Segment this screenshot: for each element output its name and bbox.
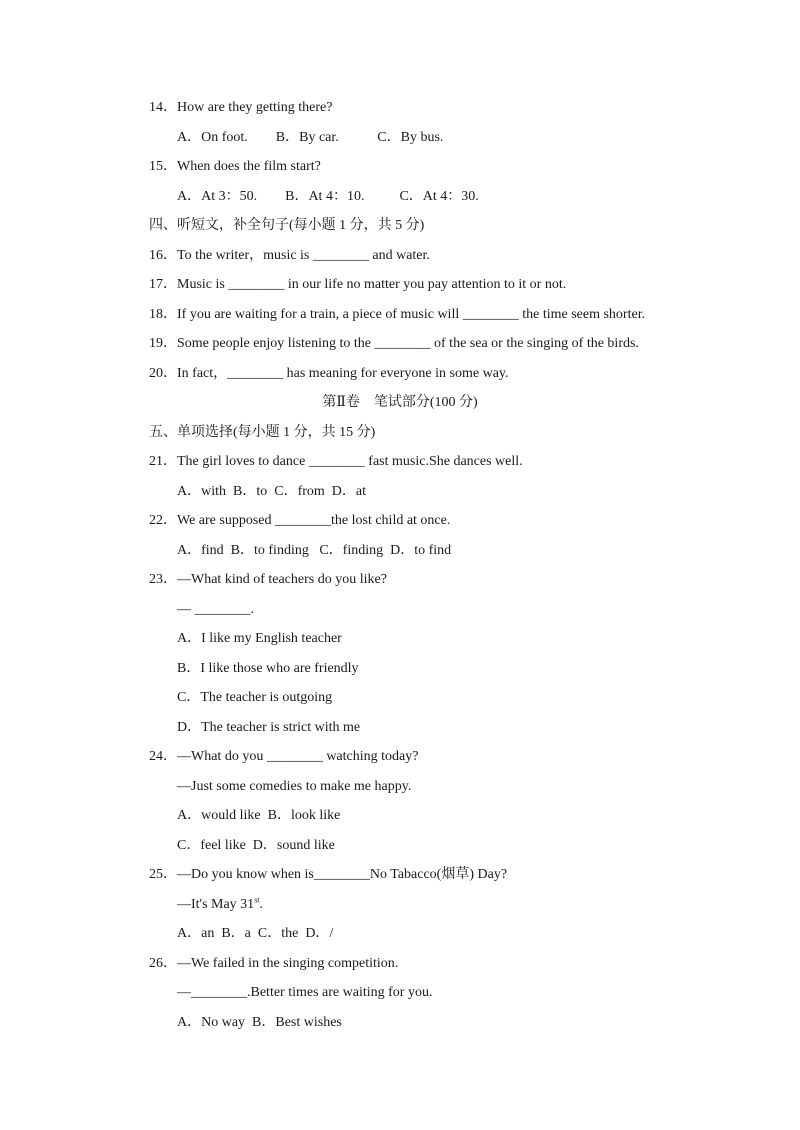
question-17: 17．Music is ________ in our life no matter you pay attention to it or not.: [149, 277, 567, 292]
question-23: 23．—What kind of teachers do you like?: [149, 572, 387, 587]
question-25-reply: [177, 896, 263, 914]
question-24-options-cd: C．feel like D．sound like: [177, 838, 335, 853]
question-14-options: A．On foot. B．By car. C．By bus.: [177, 130, 444, 145]
section-4-heading: 四、听短文，补全句子(每小题 1 分，共 5 分): [149, 218, 425, 233]
question-25-reply-text: —It's May 31: [177, 897, 255, 912]
question-24-reply: —Just some comedies to make me happy.: [177, 779, 412, 794]
question-22-options: A．find B．to finding C．finding D．to find: [177, 543, 452, 558]
question-23-answer-blank: — ________.: [177, 602, 254, 617]
question-16: 16．To the writer，music is ________ and water.: [149, 248, 430, 263]
question-26-options: A．No way B．Best wishes: [177, 1015, 342, 1030]
question-23-option-d: D．The teacher is strict with me: [177, 720, 361, 735]
question-23-option-a: A．I like my English teacher: [177, 631, 342, 646]
question-23-option-b: B．I like those who are friendly: [177, 661, 359, 676]
question-24-options-ab: A．would like B．look like: [177, 808, 341, 823]
section-5-heading: 五、单项选择(每小题 1 分，共 15 分): [149, 425, 376, 440]
question-20: 20．In fact，________ has meaning for everyone in some way.: [149, 366, 509, 381]
question-14: 14．How are they getting there?: [149, 100, 333, 115]
question-15: 15．When does the film start?: [149, 159, 321, 174]
question-23-option-c: C．The teacher is outgoing: [177, 690, 333, 705]
question-21-options: A．with B．to C．from D．at: [177, 484, 366, 499]
question-25: 25．—Do you know when is________No Tabacco(烟草) Day?: [149, 867, 508, 882]
question-26: 26．—We failed in the singing competition.: [149, 956, 399, 971]
question-25-reply-end: .: [259, 897, 264, 912]
question-18: 18．If you are waiting for a train, a piece of music will ________ the time seem shorter.: [149, 307, 646, 322]
question-26-reply: —________.Better times are waiting for you.: [177, 985, 433, 1000]
part-2-heading: 第Ⅱ卷 笔试部分(100 分): [322, 395, 478, 410]
question-21: 21．The girl loves to dance ________ fast music.She dances well.: [149, 454, 523, 469]
question-19: 19．Some people enjoy listening to the ________ of the sea or the singing of the birds.: [149, 336, 639, 351]
ordinal-suffix: st: [254, 895, 260, 905]
question-15-options: A．At 3：50. B．At 4：10. C．At 4：30.: [177, 189, 479, 204]
question-24: 24．—What do you ________ watching today?: [149, 749, 419, 764]
question-25-options: A．an B．a C．the D．/: [177, 926, 334, 941]
question-22: 22．We are supposed ________the lost child at once.: [149, 513, 451, 528]
